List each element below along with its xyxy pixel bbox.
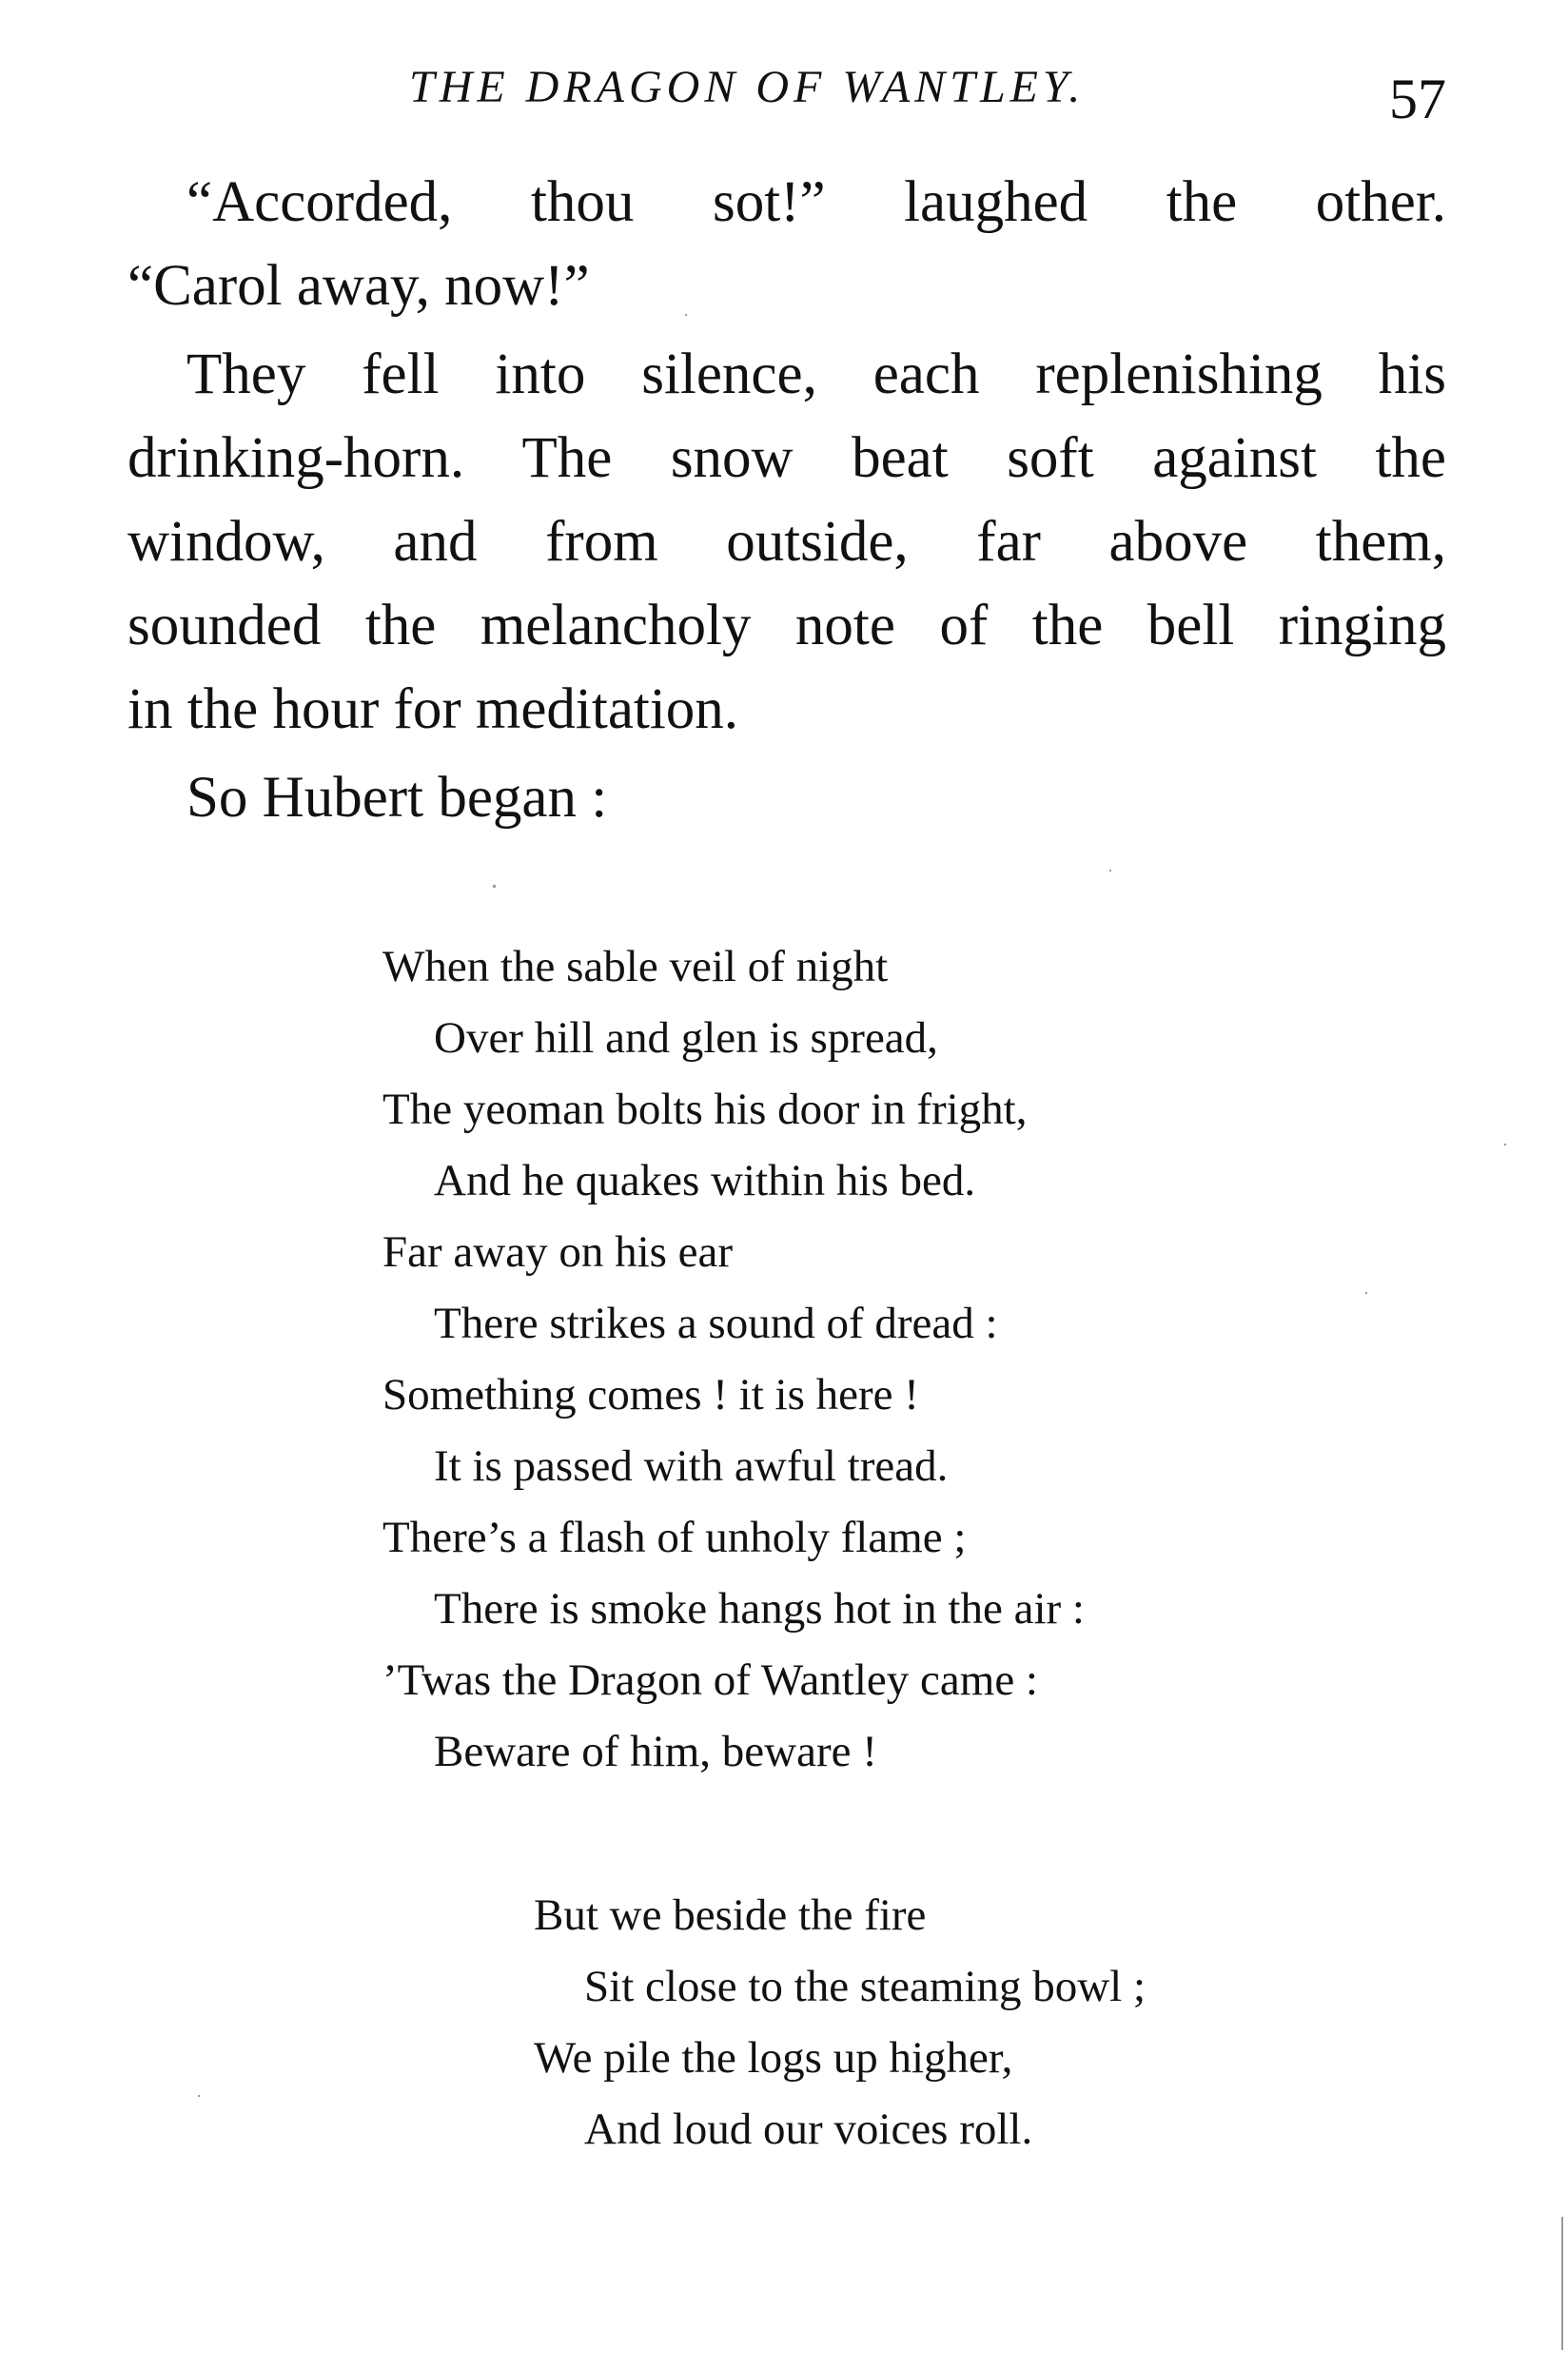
page-number: 57: [1389, 68, 1446, 130]
verse-line: The yeoman bolts his door in fright,: [382, 1085, 1028, 1134]
prose-line: “Carol away, now!”: [127, 254, 590, 318]
verse-line: We pile the logs up higher,: [534, 2033, 1013, 2083]
verse-line: Over hill and glen is spread,: [434, 1013, 938, 1063]
prose-line: So Hubert began :: [186, 766, 608, 830]
verse-line: And loud our voices roll.: [584, 2105, 1033, 2154]
verse-line: There is smoke hangs hot in the air :: [434, 1584, 1085, 1634]
verse-line: There’s a flash of unholy flame ;: [382, 1513, 967, 1562]
verse-line: ’Twas the Dragon of Wantley came :: [382, 1655, 1038, 1705]
scan-speck: [1109, 870, 1111, 871]
verse-line: Beware of him, beware !: [434, 1727, 877, 1776]
verse-line: And he quakes within his bed.: [434, 1156, 976, 1205]
page-edge-mark: [1561, 2217, 1563, 2350]
prose-line: window, and from outside, far above them,: [127, 510, 1446, 574]
prose-line: in the hour for meditation.: [127, 677, 739, 741]
scan-speck: [198, 2095, 200, 2097]
verse-line: It is passed with awful tread.: [434, 1441, 949, 1491]
prose-line: sounded the melancholy note of the bell ringing: [127, 594, 1446, 657]
scan-speck: [1504, 1144, 1506, 1145]
verse-line: There strikes a sound of dread :: [434, 1299, 998, 1348]
prose-line: drinking-horn. The snow beat soft against the: [127, 426, 1446, 490]
verse-line: Something comes ! it is here !: [382, 1370, 919, 1419]
verse-line: Sit close to the steaming bowl ;: [584, 1962, 1147, 2011]
running-title: THE DRAGON OF WANTLEY.: [409, 62, 1086, 112]
prose-line: “Accorded, thou sot!” laughed the other.: [186, 170, 1446, 234]
scan-speck: [685, 314, 687, 316]
prose-line: They fell into silence, each replenishing his: [186, 343, 1446, 406]
verse-line: When the sable veil of night: [382, 942, 889, 991]
verse-line: But we beside the fire: [534, 1890, 927, 1940]
scan-speck: [1365, 1292, 1367, 1294]
verse-line: Far away on his ear: [382, 1227, 734, 1277]
scan-speck: [493, 885, 496, 888]
